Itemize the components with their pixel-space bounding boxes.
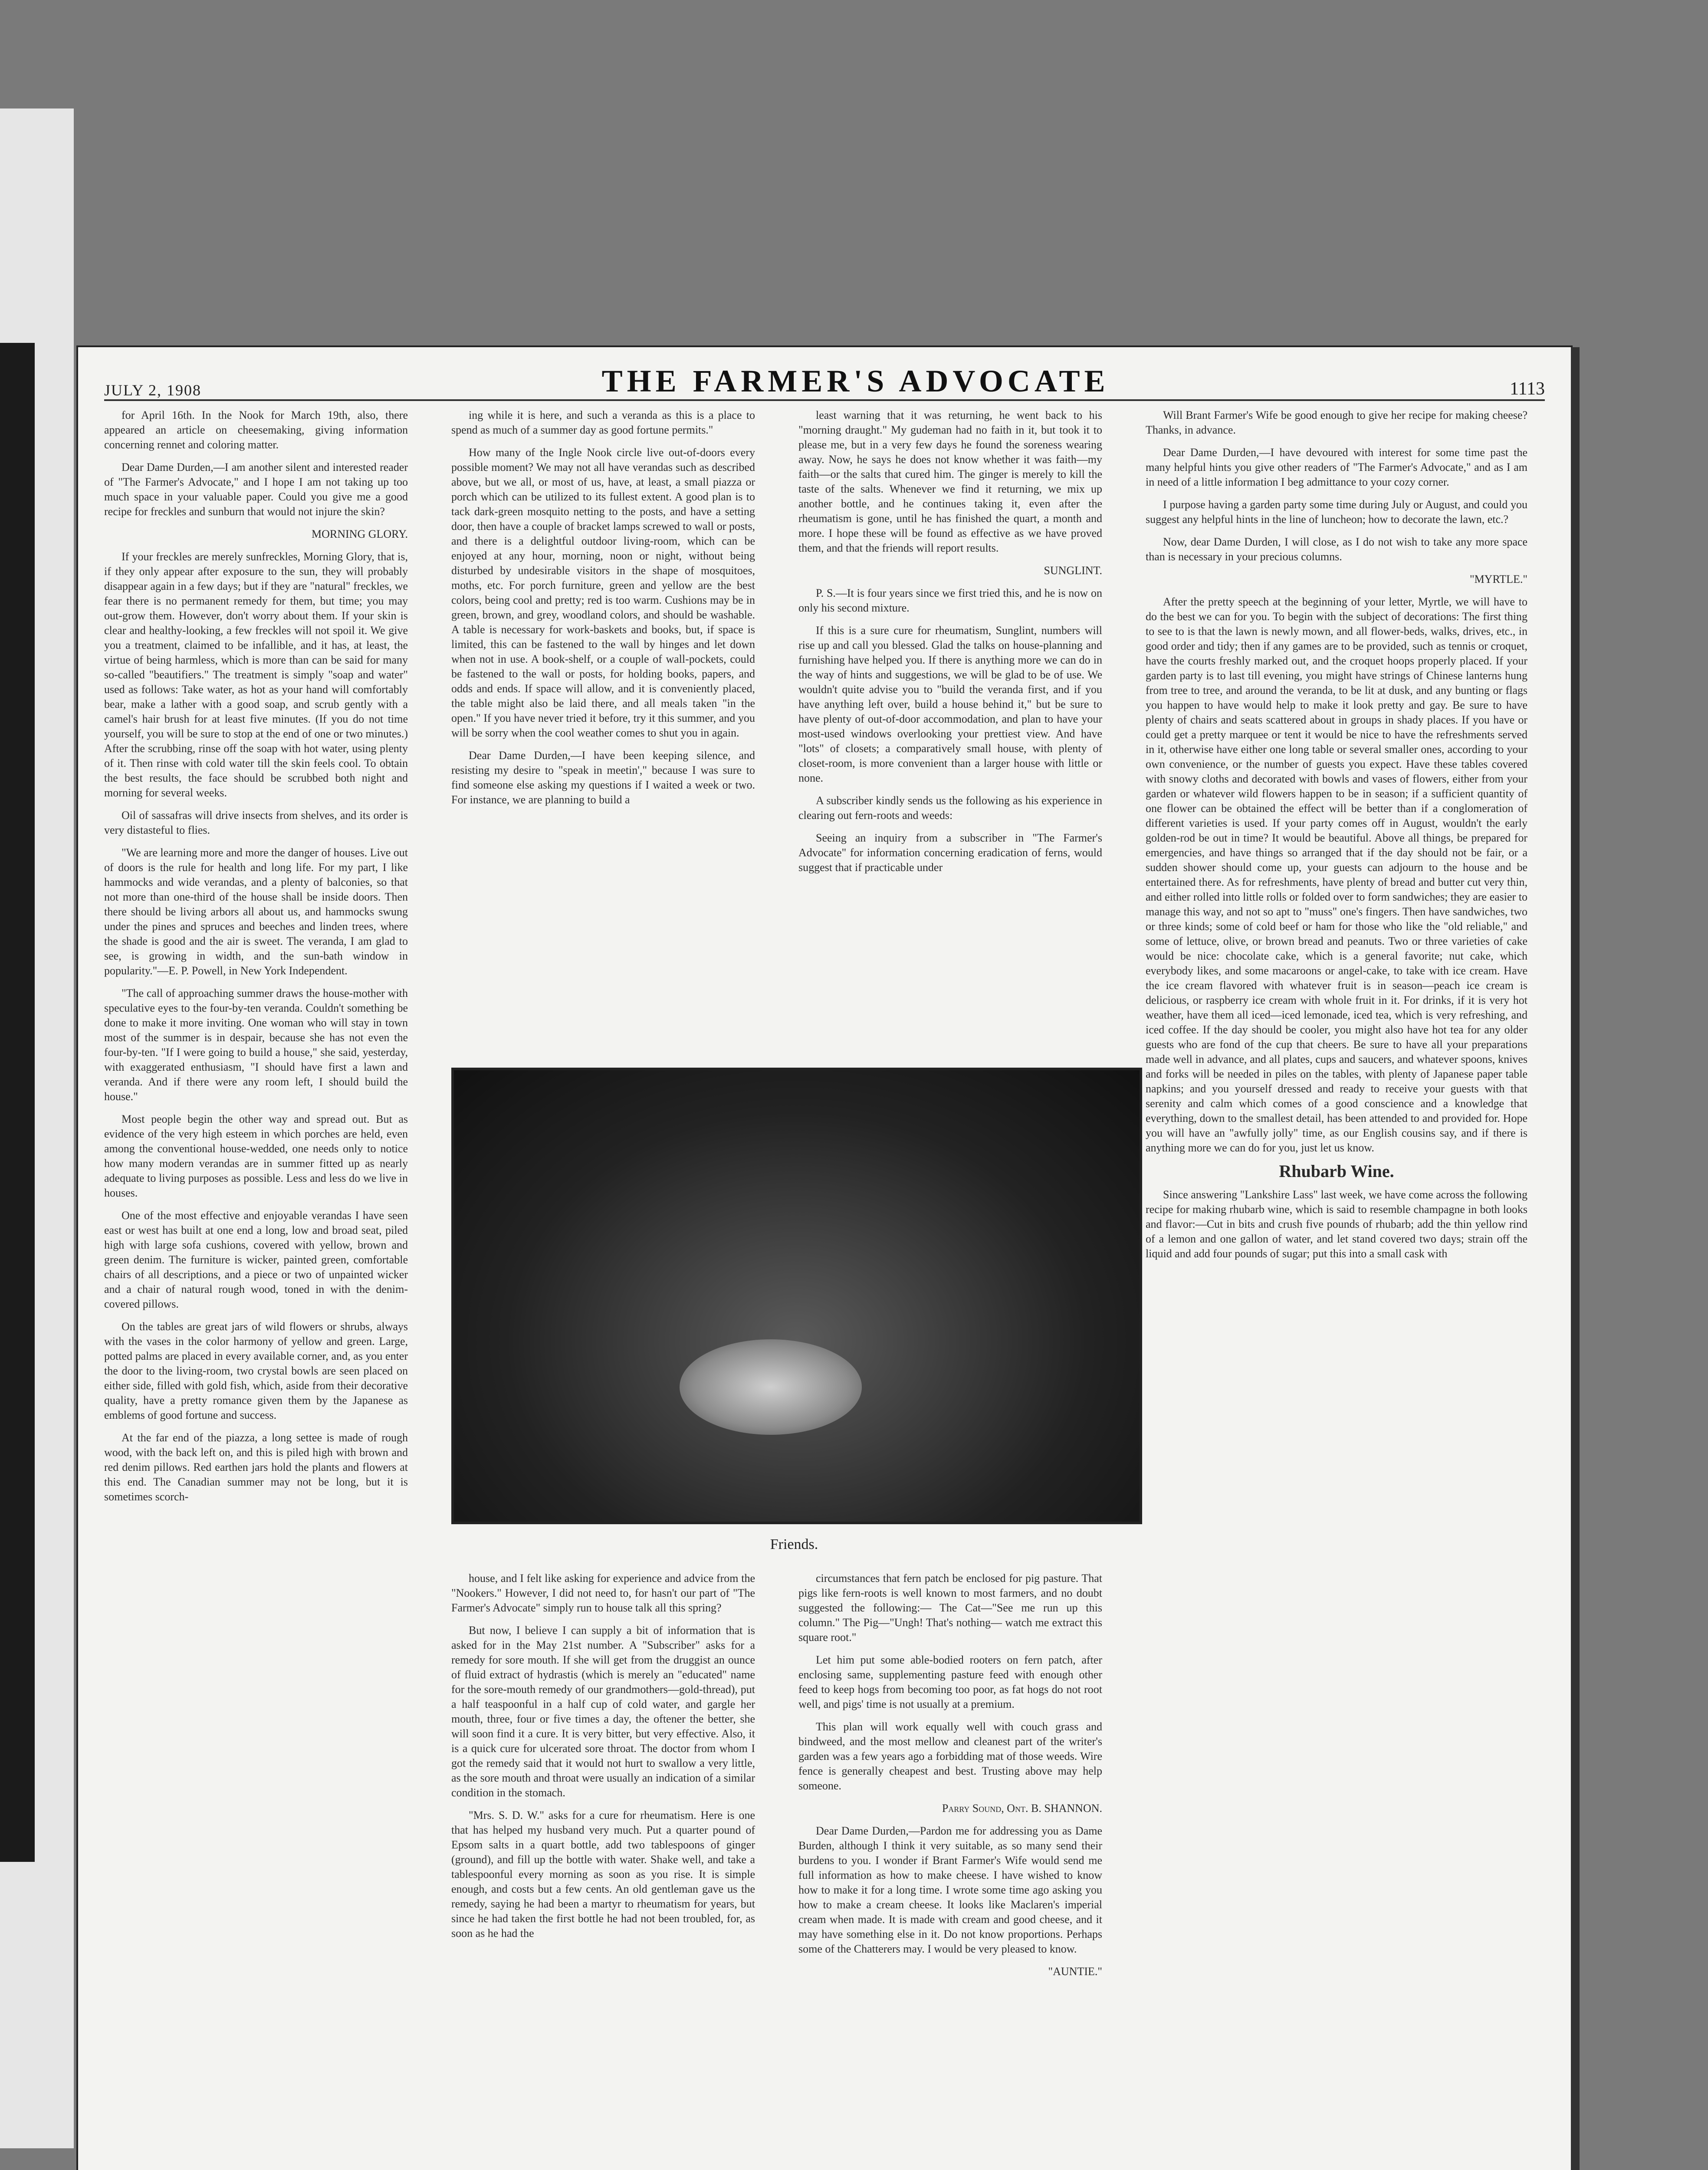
publication-title: THE FARMER'S ADVOCATE — [601, 364, 1110, 398]
paragraph: Most people begin the other way and spread out. But as evidence of the very high esteem in which porches are held, even among the conventional house-wedded, one needs only to notice how many modern verandas are in summer fitted up as nearly adequate to living purposes as possible. Less and less do we live in houses. — [104, 1113, 408, 1199]
newspaper-page — [78, 347, 1571, 2170]
column-3-bottom — [798, 1571, 1102, 1987]
paragraph: Let him put some able-bodied rooters on fern patch, after enclosing same, supplementing pasture feed with enough other feed to keep hogs from becoming too poor, as fat hogs do not root well, and pigs' time is not usually at a premium. — [798, 1654, 1102, 1710]
photo-caption: Friends. — [770, 1536, 818, 1552]
paragraph: Dear Dame Durden,—I am another silent and interested reader of "The Farmer's Advocate," and I hope I am not taking up too much space in your valuable paper. Could you give me a good recipe for freckles and sunburn that would not injure the skin? — [104, 461, 408, 518]
book-binding — [0, 343, 35, 1862]
paragraph: least warning that it was returning, he went back to his "morning draught." My gudeman had no faith in it, but took it to please me, but in a very few days he found the soreness wearing away. Now, he says he does not know whether it was faith—my faith—or the salts that cured him. The ginger is merely to kill the taste of the salts. Whenever we find it returning, we mix up another bottle, and he continues taking it, even after the rheumatism is gone, until he has finished the quart, a month and more. I hope these will be found as effective as we have proved them, and that the friends will report results. — [798, 409, 1102, 554]
paragraph: One of the most effective and enjoyable verandas I have seen east or west has built at one end a long, low and broad seat, piled high with large sofa cushions, covered with yellow, brown and green denim. The furniture is wicker, painted green, comfortable chairs of all descriptions, and a piece or two of unpainted wicker and a chair of natural rough wood, toned in with the denim-covered pillows. — [104, 1209, 408, 1310]
paragraph: After the pretty speech at the beginning of your letter, Myrtle, we will have to do the best we can for you. To begin with the subject of decorations: The first thing to see to is that the lawn is newly mown, and all flower-beds, walks, drives, etc., in good order and tidy; then if any games are to be provided, such as tennis or croquet, have the courts freshly marked out, and the croquet hoops properly placed. If your garden party is to last till evening, you might have strings of Chinese lanterns hung from tree to tree, and around the veranda, to be lit at dusk, and any bunting or flags you happen to have would help to make it look pretty and gay. Be sure to have plenty of chairs and seats scattered about in groups in shady places. If you have or could get a pretty marquee or tent it would be nice to have the refreshments served in it, otherwise have either one long table or several smaller ones, according to your own convenience, or the number of guests you expect. Have these tables covered with snowy cloths and decorated with bowls and vases of flowers, either from your garden or whatever wild flowers happen to be in season; if a sufficient quantity of one flower can be obtained the effect will be better than if a conglomeration of different varieties is used. If your party comes off in August, wouldn't the early golden-rod be out in time? It would be beautiful. Above all things, be prepared for emergencies, and have things so arranged that if the day should not be fair, or a sudden shower should come up, your guests can adjourn to the house and be entertained there. As for refreshments, have plenty of bread and butter cut very thin, and either rolled into little rolls or folded over to form sandwiches; they are easier to manage this way, and not so apt to "muss" one's fingers. Then have sandwiches, two or three kinds; some of cold beef or ham for those who like the "old reliable," and some of lettuce, olive, or brown bread and peanuts. Two or three varieties of cake would be nice: chocolate cake, which is a general favorite; nut cake, which everybody likes, and some macaroons or angel-cake, to take with ice cream. Have the ice cream flavored with whatever fruit is in season—peach ice cream is delicious, or raspberry ice cream with whole fruit in it. For drinks, if it is very hot weather, have them all iced—iced lemonade, iced tea, which is very refreshing, and iced coffee. If the day should be cooler, you might also have hot tea for any older guests who are fond of the cup that cheers. Be sure to have all your preparations made well in advance, and all plates, cups and saucers, and whatever spoons, knives and forks will be needed in piles on the tables, with plenty of Japanese paper table napkins; and you yourself dressed and ready to receive your guests with that serenity and calm which comes of a good conscience and a knowledge that everything, down to the smallest detail, has been attended to and provided for. Hope you will have an "awfully jolly" time, as our English cousins say, and if there is anything more we can do for you, just let us know. — [1146, 595, 1527, 1154]
paragraph: ing while it is here, and such a veranda as this is a place to spend as much of a summer day as good fortune permits." — [451, 409, 755, 436]
paragraph: On the tables are great jars of wild flowers or shrubs, always with the vases in the color harmony of yellow and green. Large, potted palms are placed in every available corner, and, as you enter the door to the living-room, two crystal bowls are seen placed on either side, filled with gold fish, which, aside from their decorative quality, have a pretty romance given them by the Japanese as emblems of good fortune and success. — [104, 1320, 408, 1421]
signature: "AUNTIE." — [1048, 1965, 1102, 1978]
column-2-top — [451, 408, 755, 1059]
signature: Parry Sound, Ont. B. SHANNON. — [942, 1802, 1102, 1815]
paragraph: I purpose having a garden party some time during July or August, and could you suggest any helpful hints in the line of luncheon; how to decorate the lawn, etc.? — [1146, 498, 1527, 526]
paragraph: This plan will work equally well with couch grass and bindweed, and the most mellow and cleanest part of the writer's garden was a few years ago a forbidding mat of those weeds. Wire fence is generally cheapest and best. Trusting above may help someone. — [798, 1720, 1102, 1792]
column-4 — [1146, 408, 1527, 1269]
paragraph: If this is a sure cure for rheumatism, Sunglint, numbers will rise up and call you blessed. Glad the talks on house-planning and furnishing have helped you. If there is anything more we can do in the way of hints and suggestions, we will be glad to be of use. We wouldn't quite advise you to "build the veranda first, and if you have anything left over, build a house behind it," but be sure to have plenty of out-of-door accommodation, and plan to have your most-used windows overlooking your prettiest view. And have "lots" of closets; a comparatively small house, with plenty of closet-room, is more convenient than a larger house with little or none. — [798, 624, 1102, 784]
photo-subject — [680, 1339, 862, 1435]
paragraph: house, and I felt like asking for experience and advice from the "Nookers." However, I did not need to, for hasn't our part of "The Farmer's Advocate" simply run to house talk all this spring? — [451, 1572, 755, 1614]
paragraph: Since answering "Lankshire Lass" last week, we have come across the following recipe for making rhubarb wine, which is said to resemble champagne in both looks and flavor:—Cut in bits and crush five pounds of rhubarb; add the thin yellow rind of a lemon and one gallon of water, and let stand covered two days; strain off the liquid and add four pounds of sugar; put this into a small cask with — [1146, 1188, 1527, 1260]
paragraph: P. S.—It is four years since we first tried this, and he is now on only his second mixture. — [798, 587, 1102, 614]
paragraph: "The call of approaching summer draws the house-mother with speculative eyes to the four-by-ten veranda. Couldn't something be done to make it more inviting. One woman who will stay in town most of the summer is in despair, because she has not even the four-by-ten. "If I were going to build a house," she said, yesterday, with exaggerated enthusiasm, "I should have first a lawn and veranda. And if there were any room left, I should build the house." — [104, 987, 408, 1103]
paragraph: Oil of sassafras will drive insects from shelves, and its order is very distasteful to flies. — [104, 809, 408, 836]
paragraph: circumstances that fern patch be enclosed for pig pasture. That pigs like fern-roots is well known to most farmers, and no doubt suggested the following:— The Cat—"See me run up this column." The Pig—"Ungh! That's nothing— watch me extract this square root." — [798, 1572, 1102, 1644]
signature: SUNGLINT. — [1044, 564, 1102, 577]
paragraph: A subscriber kindly sends us the following as his experience in clearing out fern-roots and weeds: — [798, 794, 1102, 822]
paragraph: At the far end of the piazza, a long settee is made of rough wood, with the back left on, and this is piled high with brown and red denim pillows. Red earthen jars hold the plants and flowers at this end. The Canadian summer may not be long, but it is sometimes scorch- — [104, 1431, 408, 1503]
paragraph: Seeing an inquiry from a subscriber in "The Farmer's Advocate" for information concerning eradication of ferns, would suggest that if practicable under — [798, 832, 1102, 874]
page-number: 1113 — [1510, 379, 1545, 399]
paragraph: Will Brant Farmer's Wife be good enough to give her recipe for making cheese? Thanks, in advance. — [1146, 409, 1527, 436]
page-date: JULY 2, 1908 — [104, 381, 202, 399]
column-2-bottom — [451, 1571, 755, 1949]
paragraph: But now, I believe I can supply a bit of information that is asked for in the May 21st number. A "Subscriber" asks for a remedy for sore mouth. If she will get from the druggist an ounce of fluid extract of hydrastis (which is merely an "educated" name for the sore-mouth remedy of our grandmothers—gold-thread), put a half teaspoonful in a half cup of cold water, and gargle her mouth, three, four or five times a day, the oftener the better, she will soon find it a cure. It is very bitter, but very effective. Also, it is a quick cure for ulcerated sore throat. The doctor from whom I got the remedy said that it would not hurt to swallow a very little, as the sore mouth and throat were usually an indication of a similar condition in the stomach. — [451, 1624, 755, 1799]
signature: "MYRTLE." — [1469, 573, 1527, 585]
column-1 — [104, 408, 408, 1512]
paragraph: If your freckles are merely sunfreckles, Morning Glory, that is, if they only appear after exposure to the sun, they will probably disappear again in a few days; but if they are "natural" freckles, we fear there is no permanent remedy for them, but time; you may out-grow them. However, don't worry about them. If your skin is clear and healthy-looking, a few freckles will not spoil it. We give you a treatment, claimed to be infallible, and it has, at least, the virtue of being harmless, which is more than can be said for many so-called "beautifiers." The treatment is simply "soap and water" used as follows: Take water, as hot as your hand will comfortably bear, make a lather with a good soap, and scrub gently with a camel's hair brush for at least five minutes. (If you do not time yourself, you will be sure to stop at the end of one or two minutes.) After the scrubbing, rinse off the soap with hot water, using plenty of it. Then rinse with cold water till the skin feels cool. To obtain the best results, the face should be scrubbed both night and morning for several weeks. — [104, 550, 408, 799]
paragraph: "We are learning more and more the danger of houses. Live out of doors is the rule for health and long life. For my part, I like hammocks and wide verandas, and a plenty of balconies, so that not more than one-third of the house shall be inside doors. Then there should be living arbors all about us, and hammocks swung under the pines and spruces and beeches and linden trees, where the shade is good and the air is sweet. The veranda, I am glad to see, is growing in width, and the sun-bath window in popularity."—E. P. Powell, in New York Independent. — [104, 846, 408, 977]
friends-photograph — [451, 1068, 1142, 1524]
section-headline: Rhubarb Wine. — [1279, 1161, 1394, 1181]
paragraph: "Mrs. S. D. W." asks for a cure for rheumatism. Here is one that has helped my husband very much. Put a quarter pound of Epsom salts in a quart bottle, add two tablespoons of ginger (ground), and fill up the bottle with water. Shake well, and take a tablespoonful every morning as soon as you rise. It is simple enough, and costs but a few cents. An old gentleman gave us the remedy, saying he had been a martyr to rheumatism for years, but since he had taken the first bottle he had not been troubled, for, as soon as he had the — [451, 1809, 755, 1940]
paragraph: Dear Dame Durden,—I have devoured with interest for some time past the many helpful hints you give other readers of "The Farmer's Advocate," and as I am in need of a little information I beg admittance to your cozy corner. — [1146, 446, 1527, 488]
page-edge-shadow — [1571, 347, 1580, 2170]
page-header — [104, 347, 1545, 401]
signature: MORNING GLORY. — [312, 528, 408, 540]
paragraph: Now, dear Dame Durden, I will close, as I do not wish to take any more space than is necessary in your precious columns. — [1146, 536, 1527, 563]
paragraph: How many of the Ingle Nook circle live out-of-doors every possible moment? We may not all have verandas such as described above, but we all, or most of us, have, at least, a small piazza or porch which can be utilized to its fullest extent. A good plan is to tack dark-green mosquito netting to the posts, and have a setting door, then have a couple of bracket lamps screwed to wall or posts, and there is a delightful outdoor living-room, which can be enjoyed at any hour, morning, noon or night, without being disturbed by undesirable visitors in the shape of mosquitoes, moths, etc. For porch furniture, green and yellow are the best colors, being cool and pretty; red is too warm. Cushions may be in green, brown, and grey, woodland colors, and should be washable. A table is necessary for work-baskets and books, but, if space is limited, this can be fastened to the wall by hinges and let down when not in use. A book-shelf, or a couple of wall-pockets, could be fastened to the wall or posts, for holding books, papers, and odds and ends. If space will allow, and it is conveniently placed, the table might also be laid there, and all meals taken "in the open." If you have never tried it before, try it this summer, and you will be sorry when the cool weather comes to shut you in again. — [451, 446, 755, 739]
paragraph: for April 16th. In the Nook for March 19th, also, there appeared an article on cheesemaking, giving information concerning rennet and coloring matter. — [104, 409, 408, 451]
column-3-top — [798, 408, 1102, 1059]
paragraph: Dear Dame Durden,—Pardon me for addressing you as Dame Burden, although I think it very suitable, as so many send their burdens to you. I wonder if Brant Farmer's Wife would send me full information as how to make cheese. I have wished to know how to make it for a long time. I wrote some time ago asking you how to make a cream cheese. It looks like Maclaren's imperial cream when made. It is made with cream and good cheese, and it may have something else in it. Do not know proportions. Perhaps some of the Chatterers may. I would be very pleased to know. — [798, 1825, 1102, 1955]
paragraph: Dear Dame Durden,—I have been keeping silence, and resisting my desire to "speak in meetin'," because I was sure to find someone else asking my questions if I waited a week or two. For instance, we are planning to build a — [451, 749, 755, 806]
